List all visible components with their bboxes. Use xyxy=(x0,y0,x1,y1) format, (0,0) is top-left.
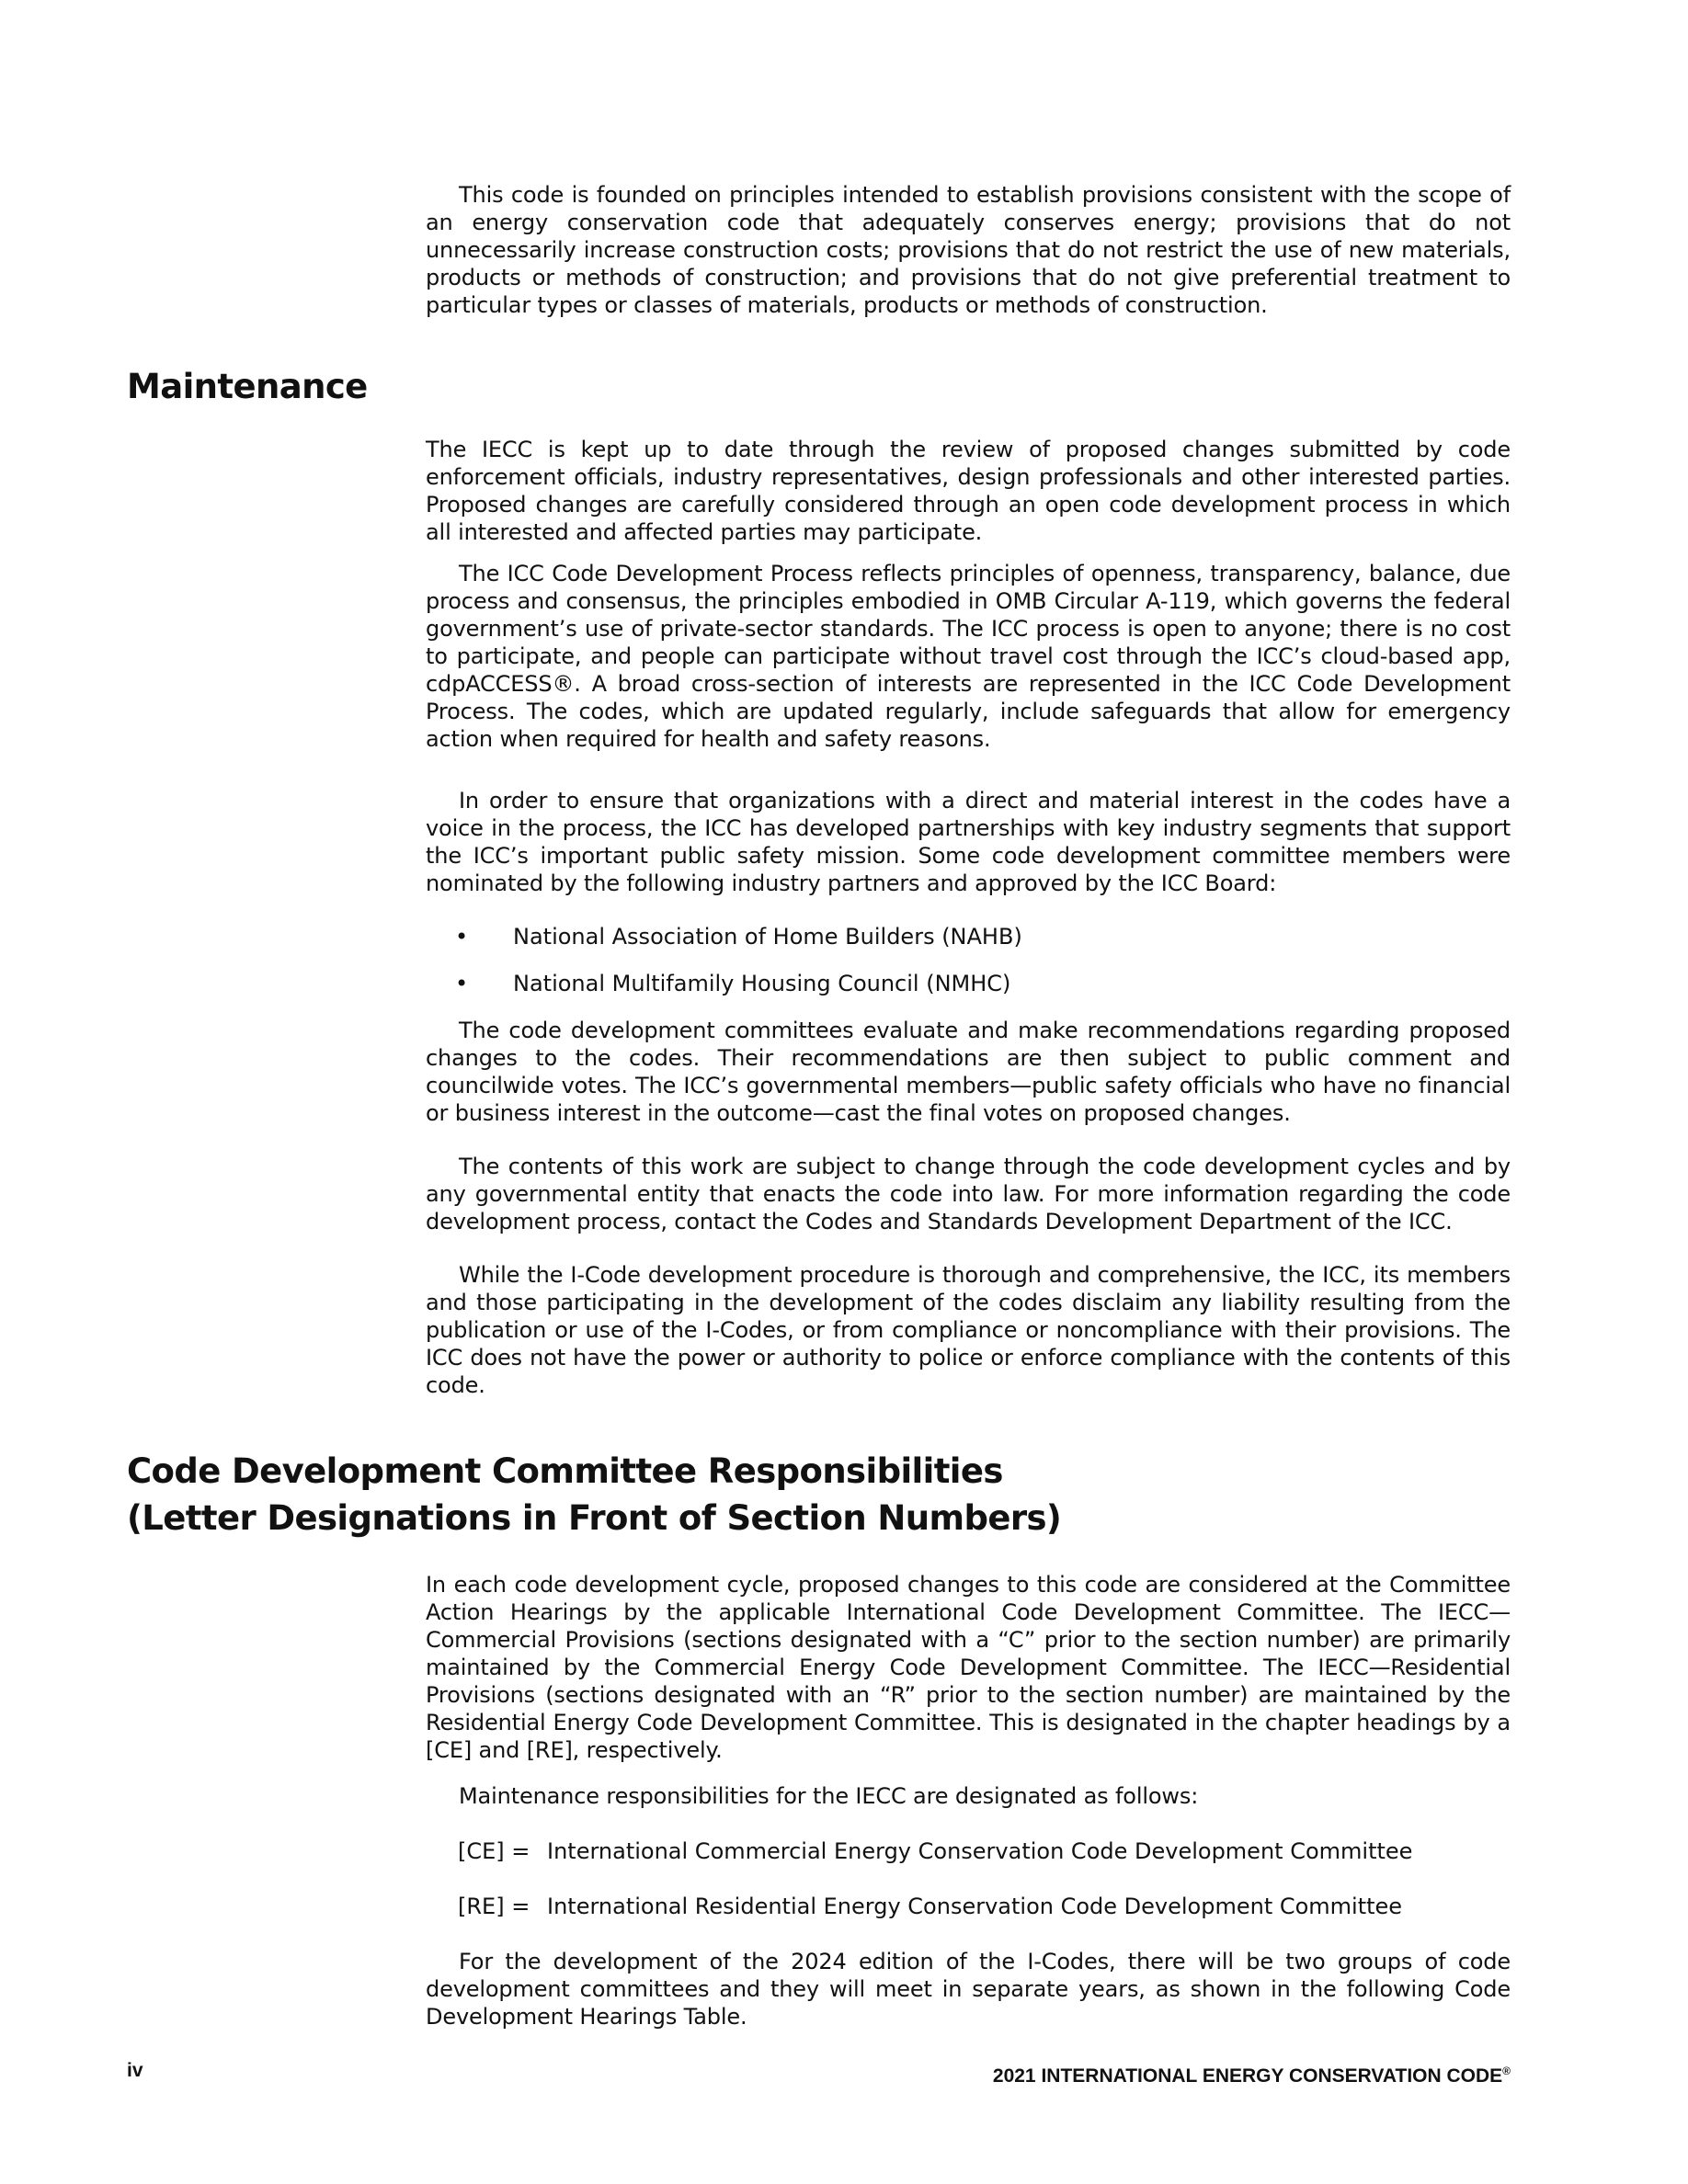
maintenance-paragraph-3: In order to ensure that organizations with a direct and material interest in the codes have a voice in the process, the ICC has developed partnerships with key industry segments that support the ICC’s important public safety mission. Some code development committee members were nominated by the following industry partners and approved by the ICC Board: xyxy=(426,788,1511,896)
bullet-icon: • xyxy=(455,924,469,950)
maintenance-block-6 xyxy=(426,1261,1511,1399)
designation-name: International Commercial Energy Conservation Code Development Committee xyxy=(547,1838,1413,1864)
maintenance-paragraph-4: The code development committees evaluate and make recommendations regarding proposed changes to the codes. Their recommendations are then subject to public comment and councilwide votes. The ICC’s governmental members—public safety officials who have no financial or business interest in the outcome—cast the final votes on proposed changes. xyxy=(426,1018,1511,1126)
committee-heading-line-1: Code Development Committee Responsibilities xyxy=(127,1451,1003,1491)
maintenance-paragraph-5: The contents of this work are subject to change through the code development cycles and by any governmental entity that enacts the code into law. For more information regarding the code development process, contact the Codes and Standards Development Department of the ICC. xyxy=(426,1154,1511,1234)
maintenance-block-2 xyxy=(426,560,1511,753)
maintenance-heading: Maintenance xyxy=(127,367,368,406)
page-number: iv xyxy=(127,2060,143,2081)
footer-title: 2021 INTERNATIONAL ENERGY CONSERVATION CODE xyxy=(992,2065,1503,2087)
committee-block-3 xyxy=(426,1948,1511,2030)
maintenance-block-5 xyxy=(426,1153,1511,1235)
committee-heading-line-2: (Letter Designations in Front of Section Numbers) xyxy=(127,1498,1062,1538)
maintenance-block-3 xyxy=(426,787,1511,897)
intro-paragraph: This code is founded on principles intended to establish provisions consistent with the scope of an energy conservation code that adequately conserves energy; provisions that do not unnecessarily increase construction costs; provisions that do not restrict the use of new materials, products or methods of construction; and provisions that do not give preferential treatment to particular types or classes of materials, products or methods of construction. xyxy=(426,182,1511,318)
committee-paragraph-3: For the development of the 2024 edition of the I-Codes, there will be two groups of code development committees and they will meet in separate years, as shown in the following Code Development Hearings Table. xyxy=(426,1949,1511,2030)
committee-paragraph-2: Maintenance responsibilities for the IECC are designated as follows: xyxy=(459,1783,1199,1809)
maintenance-block-1 xyxy=(426,436,1511,546)
bullet-text: National Multifamily Housing Council (NMHC) xyxy=(513,971,1011,996)
bullet-icon: • xyxy=(455,971,469,996)
maintenance-paragraph-6: While the I-Code development procedure is thorough and comprehensive, the ICC, its members and those participating in the development of the codes disclaim any liability resulting from the publication or use of the I-Codes, or from compliance or noncompliance with their provisions. The ICC does not have the power or authority to police or enforce compliance with the contents of this code. xyxy=(426,1262,1511,1398)
designation-row xyxy=(458,1893,1402,1920)
maintenance-block-4 xyxy=(426,1017,1511,1127)
intro-block xyxy=(426,181,1511,319)
maintenance-paragraph-1: The IECC is kept up to date through the review of proposed changes submitted by code enforcement officials, industry representatives, design professionals and other interested parties. Proposed changes are carefully considered through an open code development process in which all interested and affected parties may participate. xyxy=(426,437,1511,545)
registered-mark: ® xyxy=(1502,2065,1511,2077)
designation-code: [CE] = xyxy=(458,1838,530,1864)
committee-block-1 xyxy=(426,1571,1511,1764)
designation-row xyxy=(458,1837,1412,1865)
committee-paragraph-1: In each code development cycle, proposed changes to this code are considered at the Committee Action Hearings by the applicable International Code Development Committee. The IECC—Commercial Provisions (sections designated with a “C” prior to the section number) are primarily maintained by the Commercial Energy Code Development Committee. The IECC—Residential Provisions (sections designated with an “R” prior to the section number) are maintained by the Residential Energy Code Development Committee. This is designated in the chapter headings by a [CE] and [RE], respectively. xyxy=(426,1572,1511,1763)
maintenance-paragraph-2: The ICC Code Development Process reflects principles of openness, transparency, balance, due process and consensus, the principles embodied in OMB Circular A-119, which governs the federal government’s use of private-sector standards. The ICC process is open to anyone; there is no cost to participate, and people can participate without travel cost through the ICC’s cloud-based app, cdpACCESS®. A broad cross-section of interests are represented in the ICC Code Development Process. The codes, which are updated regularly, include safeguards that allow for emergency action when required for health and safety reasons. xyxy=(426,561,1511,752)
committee-block-2 xyxy=(426,1782,1511,1810)
running-footer xyxy=(919,2059,1511,2088)
designation-name: International Residential Energy Conservation Code Development Committee xyxy=(547,1894,1403,1919)
designation-code: [RE] = xyxy=(458,1894,530,1919)
bullet-text: National Association of Home Builders (NAHB) xyxy=(513,924,1022,950)
